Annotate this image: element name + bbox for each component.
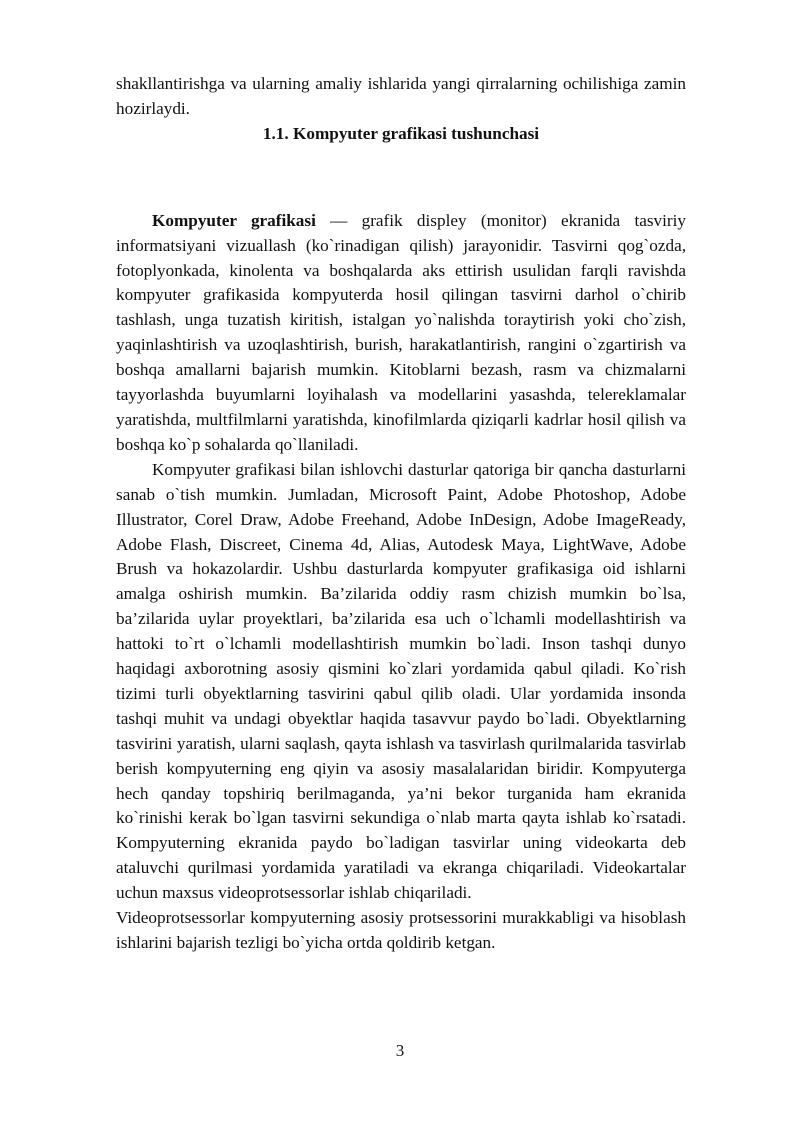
intro-continuation-paragraph: shakllantirishga va ularning amaliy ishlarida yangi qirralarning ochilishiga zamin hozirlaydi.: [116, 74, 686, 118]
definition-paragraph: [116, 209, 686, 458]
document-page: [116, 72, 686, 956]
section-heading: 1.1. Kompyuter grafikasi tushunchasi: [262, 123, 540, 143]
defined-term: Kompyuter grafikasi: [152, 210, 316, 230]
page-number: 3: [395, 1041, 405, 1060]
videoprocessor-paragraph: Videoprotsessorlar kompyuterning asosiy protsessorini murakkabligi va hisoblash ishlarini bajarish tezligi bo`yicha ortda qoldirib ketgan.: [116, 908, 686, 952]
definition-text: — grafik displey (monitor) ekranida tasviriy informatsiyani vizuallash (ko`rinadigan qilish) jarayonidir. Tasvirni qog`ozda, fotoplyonkada, kinolenta va boshqalarda aks ettirish usulidan farqli ravishda kompyuter grafikasida kompyuterda hosil qilingan tasvirni darhol o`chirib tashlash, unga tuzatish kiritish, istalgan yo`nalishda toraytirish yoki cho`zish, yaqinlashtirish va uzoqlashtirish, burish, harakatlantirish, rangini o`zgartirish va boshqa amallarni bajarish mumkin. Kitoblarni bezash, rasm va chizmalarni tayyorlashda buyumlarni loyihalash va modellarini yasashda, telereklamalar yaratishda, multfilmlarni yaratishda, kinofilmlarda qiziqarli kadrlar hosil qilish va boshqa ko`p sohalarda qo`llaniladi.: [116, 210, 687, 454]
heading-spacer: [116, 147, 686, 209]
software-paragraph: Kompyuter grafikasi bilan ishlovchi dasturlar qatoriga bir qancha dasturlarni sanab o`tish mumkin. Jumladan, Microsoft Paint, Adobe Photoshop, Adobe Illustrator, Corel Draw, Adobe Freehand, Adobe InDesign, Adobe ImageReady, Adobe Flash, Discreet, Cinema 4d, Alias, Autodesk Maya, LightWave, Adobe Brush va hokazolardir. Ushbu dasturlarda kompyuter grafikasiga oid ishlarni amalga oshirish mumkin. Ba’zilarida oddiy rasm chizish mumkin bo`lsa, ba’zilarida uylar proyektlari, ba’zilarida esa uch o`lchamli modellashtirish va hattoki to`rt o`lchamli modellashtirish mumkin bo`ladi. Inson tashqi dunyo haqidagi axborotning asosiy qismini ko`zlari yordamida qabul qiladi. Ko`rish tizimi turli obyektlarning tasvirini qabul qilib oladi. Ular yordamida insonda tashqi muhit va undagi obyektlar haqida tasavvur paydo bo`ladi. Obyektlarning tasvirini yaratish, ularni saqlash, qayta ishlash va tasvirlash qurilmalarida tasvirlab berish kompyuterning eng qiyin va asosiy masalalaridan biridir. Kompyuterga hech qanday topshiriq berilmaganda, ya’ni bekor turganida ham ekranida ko`rinishi kerak bo`lgan tasvirni sekundiga o`nlab marta qayta ishlab ko`rsatadi. Kompyuterning ekranida paydo bo`ladigan tasvirlar uning videokarta deb ataluvchi qurilmasi yordamida yaratiladi va ekranga chiqariladi. Videokartalar uchun maxsus videoprotsessorlar ishlab chiqariladi.: [116, 459, 686, 903]
